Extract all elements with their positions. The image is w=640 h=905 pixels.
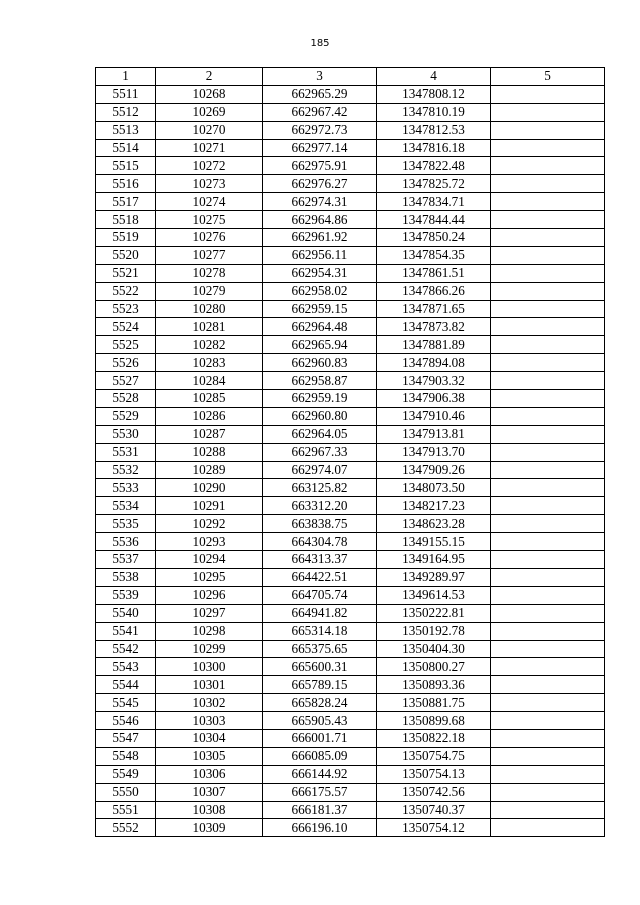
cell-col-4: 1347812.53 bbox=[377, 121, 491, 139]
cell-col-1: 5520 bbox=[96, 246, 156, 264]
cell-col-3: 662964.05 bbox=[263, 425, 377, 443]
table-row bbox=[96, 747, 605, 765]
cell-col-4: 1347816.18 bbox=[377, 139, 491, 157]
cell-col-1: 5512 bbox=[96, 103, 156, 121]
cell-col-3: 662977.14 bbox=[263, 139, 377, 157]
cell-col-2: 10294 bbox=[156, 551, 263, 569]
cell-col-2: 10302 bbox=[156, 694, 263, 712]
cell-col-2: 10274 bbox=[156, 193, 263, 211]
cell-col-1: 5552 bbox=[96, 819, 156, 837]
cell-col-4: 1350800.27 bbox=[377, 658, 491, 676]
cell-col-3: 662961.92 bbox=[263, 229, 377, 247]
cell-col-4: 1347854.35 bbox=[377, 246, 491, 264]
cell-col-1: 5550 bbox=[96, 783, 156, 801]
cell-col-4: 1348623.28 bbox=[377, 515, 491, 533]
cell-col-5 bbox=[491, 282, 605, 300]
cell-col-1: 5521 bbox=[96, 264, 156, 282]
cell-col-5 bbox=[491, 479, 605, 497]
table-row bbox=[96, 139, 605, 157]
cell-col-2: 10271 bbox=[156, 139, 263, 157]
cell-col-2: 10277 bbox=[156, 246, 263, 264]
cell-col-4: 1347873.82 bbox=[377, 318, 491, 336]
cell-col-5 bbox=[491, 193, 605, 211]
header-col-5: 5 bbox=[491, 68, 605, 86]
cell-col-5 bbox=[491, 533, 605, 551]
cell-col-4: 1347894.08 bbox=[377, 354, 491, 372]
cell-col-2: 10268 bbox=[156, 85, 263, 103]
cell-col-4: 1350881.75 bbox=[377, 694, 491, 712]
table-row bbox=[96, 103, 605, 121]
cell-col-3: 662959.15 bbox=[263, 300, 377, 318]
cell-col-3: 665314.18 bbox=[263, 622, 377, 640]
table-row bbox=[96, 85, 605, 103]
cell-col-2: 10285 bbox=[156, 390, 263, 408]
cell-col-2: 10281 bbox=[156, 318, 263, 336]
cell-col-1: 5515 bbox=[96, 157, 156, 175]
table-row bbox=[96, 658, 605, 676]
cell-col-2: 10295 bbox=[156, 568, 263, 586]
table-row bbox=[96, 246, 605, 264]
cell-col-3: 662974.31 bbox=[263, 193, 377, 211]
cell-col-4: 1347866.26 bbox=[377, 282, 491, 300]
table-row bbox=[96, 336, 605, 354]
cell-col-1: 5519 bbox=[96, 229, 156, 247]
cell-col-1: 5540 bbox=[96, 604, 156, 622]
cell-col-4: 1349614.53 bbox=[377, 586, 491, 604]
cell-col-4: 1347906.38 bbox=[377, 390, 491, 408]
cell-col-5 bbox=[491, 336, 605, 354]
cell-col-5 bbox=[491, 765, 605, 783]
table-row bbox=[96, 318, 605, 336]
cell-col-2: 10303 bbox=[156, 712, 263, 730]
cell-col-3: 665375.65 bbox=[263, 640, 377, 658]
cell-col-5 bbox=[491, 390, 605, 408]
table-row bbox=[96, 372, 605, 390]
table-row bbox=[96, 354, 605, 372]
cell-col-3: 665905.43 bbox=[263, 712, 377, 730]
cell-col-1: 5544 bbox=[96, 676, 156, 694]
cell-col-5 bbox=[491, 515, 605, 533]
cell-col-3: 662956.11 bbox=[263, 246, 377, 264]
cell-col-3: 664941.82 bbox=[263, 604, 377, 622]
cell-col-3: 662960.80 bbox=[263, 407, 377, 425]
table-row bbox=[96, 604, 605, 622]
cell-col-2: 10299 bbox=[156, 640, 263, 658]
cell-col-1: 5533 bbox=[96, 479, 156, 497]
header-col-3: 3 bbox=[263, 68, 377, 86]
table-header bbox=[96, 68, 605, 86]
cell-col-5 bbox=[491, 300, 605, 318]
cell-col-1: 5514 bbox=[96, 139, 156, 157]
cell-col-1: 5518 bbox=[96, 211, 156, 229]
table-body bbox=[96, 85, 605, 836]
cell-col-5 bbox=[491, 640, 605, 658]
cell-col-2: 10293 bbox=[156, 533, 263, 551]
cell-col-3: 665600.31 bbox=[263, 658, 377, 676]
cell-col-4: 1347834.71 bbox=[377, 193, 491, 211]
table-row bbox=[96, 443, 605, 461]
cell-col-3: 662965.29 bbox=[263, 85, 377, 103]
cell-col-4: 1347881.89 bbox=[377, 336, 491, 354]
table-row bbox=[96, 676, 605, 694]
cell-col-5 bbox=[491, 229, 605, 247]
cell-col-3: 663838.75 bbox=[263, 515, 377, 533]
cell-col-5 bbox=[491, 622, 605, 640]
table-row bbox=[96, 479, 605, 497]
cell-col-3: 662964.86 bbox=[263, 211, 377, 229]
cell-col-2: 10306 bbox=[156, 765, 263, 783]
table-row bbox=[96, 819, 605, 837]
cell-col-3: 662954.31 bbox=[263, 264, 377, 282]
cell-col-1: 5528 bbox=[96, 390, 156, 408]
cell-col-5 bbox=[491, 103, 605, 121]
table-row bbox=[96, 121, 605, 139]
table-row bbox=[96, 264, 605, 282]
cell-col-1: 5548 bbox=[96, 747, 156, 765]
cell-col-1: 5542 bbox=[96, 640, 156, 658]
cell-col-2: 10286 bbox=[156, 407, 263, 425]
cell-col-2: 10290 bbox=[156, 479, 263, 497]
cell-col-2: 10280 bbox=[156, 300, 263, 318]
header-col-1: 1 bbox=[96, 68, 156, 86]
cell-col-4: 1347844.44 bbox=[377, 211, 491, 229]
cell-col-3: 662975.91 bbox=[263, 157, 377, 175]
cell-col-4: 1347822.48 bbox=[377, 157, 491, 175]
cell-col-1: 5539 bbox=[96, 586, 156, 604]
cell-col-3: 665828.24 bbox=[263, 694, 377, 712]
cell-col-1: 5549 bbox=[96, 765, 156, 783]
page-number: 185 bbox=[310, 38, 330, 49]
cell-col-4: 1347850.24 bbox=[377, 229, 491, 247]
cell-col-1: 5532 bbox=[96, 461, 156, 479]
cell-col-4: 1350740.37 bbox=[377, 801, 491, 819]
cell-col-2: 10288 bbox=[156, 443, 263, 461]
cell-col-4: 1347825.72 bbox=[377, 175, 491, 193]
table-row bbox=[96, 425, 605, 443]
cell-col-5 bbox=[491, 729, 605, 747]
cell-col-1: 5537 bbox=[96, 551, 156, 569]
cell-col-2: 10273 bbox=[156, 175, 263, 193]
cell-col-3: 666085.09 bbox=[263, 747, 377, 765]
cell-col-5 bbox=[491, 85, 605, 103]
cell-col-2: 10305 bbox=[156, 747, 263, 765]
cell-col-5 bbox=[491, 121, 605, 139]
cell-col-5 bbox=[491, 354, 605, 372]
cell-col-4: 1347903.32 bbox=[377, 372, 491, 390]
table-row bbox=[96, 729, 605, 747]
cell-col-2: 10287 bbox=[156, 425, 263, 443]
table-row bbox=[96, 211, 605, 229]
cell-col-3: 666144.92 bbox=[263, 765, 377, 783]
cell-col-4: 1347910.46 bbox=[377, 407, 491, 425]
cell-col-3: 663125.82 bbox=[263, 479, 377, 497]
cell-col-3: 662958.87 bbox=[263, 372, 377, 390]
cell-col-3: 662976.27 bbox=[263, 175, 377, 193]
cell-col-4: 1348217.23 bbox=[377, 497, 491, 515]
cell-col-5 bbox=[491, 747, 605, 765]
cell-col-2: 10272 bbox=[156, 157, 263, 175]
cell-col-2: 10279 bbox=[156, 282, 263, 300]
cell-col-2: 10309 bbox=[156, 819, 263, 837]
cell-col-1: 5526 bbox=[96, 354, 156, 372]
cell-col-3: 662967.42 bbox=[263, 103, 377, 121]
cell-col-1: 5534 bbox=[96, 497, 156, 515]
cell-col-4: 1350899.68 bbox=[377, 712, 491, 730]
coordinates-table bbox=[95, 67, 605, 837]
cell-col-3: 662959.19 bbox=[263, 390, 377, 408]
table-row bbox=[96, 765, 605, 783]
cell-col-5 bbox=[491, 694, 605, 712]
cell-col-4: 1350222.81 bbox=[377, 604, 491, 622]
cell-col-3: 662965.94 bbox=[263, 336, 377, 354]
table-row bbox=[96, 586, 605, 604]
table-row bbox=[96, 193, 605, 211]
cell-col-2: 10283 bbox=[156, 354, 263, 372]
cell-col-3: 664304.78 bbox=[263, 533, 377, 551]
table-row bbox=[96, 175, 605, 193]
cell-col-1: 5541 bbox=[96, 622, 156, 640]
cell-col-4: 1350192.78 bbox=[377, 622, 491, 640]
cell-col-4: 1350754.13 bbox=[377, 765, 491, 783]
table-row bbox=[96, 229, 605, 247]
table-row bbox=[96, 157, 605, 175]
cell-col-1: 5551 bbox=[96, 801, 156, 819]
cell-col-2: 10284 bbox=[156, 372, 263, 390]
cell-col-5 bbox=[491, 497, 605, 515]
cell-col-1: 5524 bbox=[96, 318, 156, 336]
table-row bbox=[96, 497, 605, 515]
cell-col-2: 10307 bbox=[156, 783, 263, 801]
cell-col-3: 666181.37 bbox=[263, 801, 377, 819]
cell-col-4: 1349289.97 bbox=[377, 568, 491, 586]
cell-col-4: 1347861.51 bbox=[377, 264, 491, 282]
cell-col-1: 5517 bbox=[96, 193, 156, 211]
cell-col-4: 1350742.56 bbox=[377, 783, 491, 801]
cell-col-1: 5511 bbox=[96, 85, 156, 103]
cell-col-5 bbox=[491, 407, 605, 425]
cell-col-3: 666001.71 bbox=[263, 729, 377, 747]
cell-col-5 bbox=[491, 676, 605, 694]
cell-col-5 bbox=[491, 783, 605, 801]
cell-col-4: 1347913.81 bbox=[377, 425, 491, 443]
cell-col-5 bbox=[491, 246, 605, 264]
cell-col-4: 1350893.36 bbox=[377, 676, 491, 694]
cell-col-5 bbox=[491, 211, 605, 229]
table-row bbox=[96, 461, 605, 479]
table-row bbox=[96, 551, 605, 569]
header-col-2: 2 bbox=[156, 68, 263, 86]
cell-col-1: 5522 bbox=[96, 282, 156, 300]
cell-col-5 bbox=[491, 461, 605, 479]
table-row bbox=[96, 407, 605, 425]
cell-col-5 bbox=[491, 604, 605, 622]
cell-col-4: 1347810.19 bbox=[377, 103, 491, 121]
cell-col-5 bbox=[491, 658, 605, 676]
cell-col-1: 5531 bbox=[96, 443, 156, 461]
cell-col-3: 664705.74 bbox=[263, 586, 377, 604]
cell-col-1: 5513 bbox=[96, 121, 156, 139]
cell-col-5 bbox=[491, 801, 605, 819]
cell-col-3: 662974.07 bbox=[263, 461, 377, 479]
cell-col-5 bbox=[491, 819, 605, 837]
cell-col-1: 5516 bbox=[96, 175, 156, 193]
cell-col-1: 5547 bbox=[96, 729, 156, 747]
cell-col-4: 1348073.50 bbox=[377, 479, 491, 497]
table-row bbox=[96, 640, 605, 658]
cell-col-2: 10296 bbox=[156, 586, 263, 604]
cell-col-4: 1347808.12 bbox=[377, 85, 491, 103]
cell-col-2: 10289 bbox=[156, 461, 263, 479]
cell-col-4: 1350404.30 bbox=[377, 640, 491, 658]
cell-col-3: 662972.73 bbox=[263, 121, 377, 139]
table-row bbox=[96, 712, 605, 730]
cell-col-1: 5527 bbox=[96, 372, 156, 390]
cell-col-2: 10291 bbox=[156, 497, 263, 515]
cell-col-3: 666196.10 bbox=[263, 819, 377, 837]
cell-col-5 bbox=[491, 425, 605, 443]
table-row bbox=[96, 282, 605, 300]
cell-col-5 bbox=[491, 712, 605, 730]
cell-col-4: 1347909.26 bbox=[377, 461, 491, 479]
cell-col-3: 662958.02 bbox=[263, 282, 377, 300]
cell-col-2: 10269 bbox=[156, 103, 263, 121]
header-row bbox=[96, 68, 605, 86]
cell-col-5 bbox=[491, 264, 605, 282]
table-row bbox=[96, 533, 605, 551]
cell-col-2: 10275 bbox=[156, 211, 263, 229]
cell-col-1: 5545 bbox=[96, 694, 156, 712]
cell-col-1: 5530 bbox=[96, 425, 156, 443]
cell-col-3: 665789.15 bbox=[263, 676, 377, 694]
cell-col-2: 10270 bbox=[156, 121, 263, 139]
cell-col-3: 662964.48 bbox=[263, 318, 377, 336]
table-row bbox=[96, 694, 605, 712]
cell-col-1: 5529 bbox=[96, 407, 156, 425]
cell-col-1: 5546 bbox=[96, 712, 156, 730]
cell-col-4: 1350822.18 bbox=[377, 729, 491, 747]
cell-col-3: 664313.37 bbox=[263, 551, 377, 569]
table-row bbox=[96, 783, 605, 801]
cell-col-2: 10278 bbox=[156, 264, 263, 282]
cell-col-1: 5543 bbox=[96, 658, 156, 676]
table-row bbox=[96, 622, 605, 640]
cell-col-1: 5523 bbox=[96, 300, 156, 318]
cell-col-1: 5535 bbox=[96, 515, 156, 533]
cell-col-4: 1350754.75 bbox=[377, 747, 491, 765]
table-row bbox=[96, 801, 605, 819]
table-row bbox=[96, 390, 605, 408]
cell-col-5 bbox=[491, 443, 605, 461]
table-row bbox=[96, 300, 605, 318]
cell-col-5 bbox=[491, 372, 605, 390]
cell-col-3: 664422.51 bbox=[263, 568, 377, 586]
cell-col-1: 5536 bbox=[96, 533, 156, 551]
cell-col-1: 5525 bbox=[96, 336, 156, 354]
header-col-4: 4 bbox=[377, 68, 491, 86]
cell-col-2: 10298 bbox=[156, 622, 263, 640]
cell-col-3: 663312.20 bbox=[263, 497, 377, 515]
cell-col-4: 1349164.95 bbox=[377, 551, 491, 569]
cell-col-5 bbox=[491, 157, 605, 175]
cell-col-4: 1347913.70 bbox=[377, 443, 491, 461]
cell-col-5 bbox=[491, 568, 605, 586]
cell-col-2: 10297 bbox=[156, 604, 263, 622]
cell-col-3: 666175.57 bbox=[263, 783, 377, 801]
cell-col-2: 10301 bbox=[156, 676, 263, 694]
cell-col-2: 10304 bbox=[156, 729, 263, 747]
cell-col-2: 10282 bbox=[156, 336, 263, 354]
cell-col-5 bbox=[491, 586, 605, 604]
table-row bbox=[96, 515, 605, 533]
table-row bbox=[96, 568, 605, 586]
cell-col-2: 10276 bbox=[156, 229, 263, 247]
cell-col-1: 5538 bbox=[96, 568, 156, 586]
cell-col-3: 662967.33 bbox=[263, 443, 377, 461]
cell-col-5 bbox=[491, 139, 605, 157]
cell-col-5 bbox=[491, 551, 605, 569]
cell-col-2: 10308 bbox=[156, 801, 263, 819]
cell-col-4: 1350754.12 bbox=[377, 819, 491, 837]
cell-col-2: 10300 bbox=[156, 658, 263, 676]
cell-col-4: 1347871.65 bbox=[377, 300, 491, 318]
cell-col-4: 1349155.15 bbox=[377, 533, 491, 551]
cell-col-5 bbox=[491, 175, 605, 193]
cell-col-2: 10292 bbox=[156, 515, 263, 533]
cell-col-5 bbox=[491, 318, 605, 336]
cell-col-3: 662960.83 bbox=[263, 354, 377, 372]
